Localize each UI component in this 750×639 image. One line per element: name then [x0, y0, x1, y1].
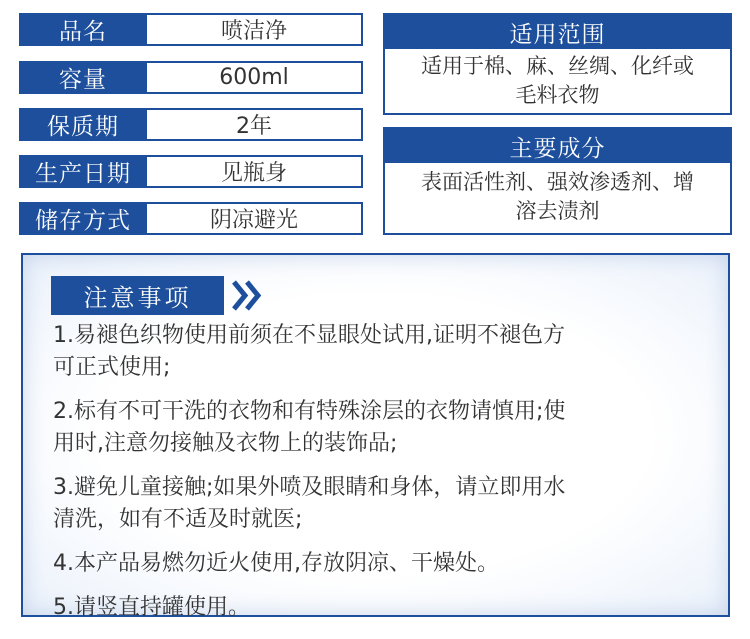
- notice-item: [53, 396, 709, 460]
- notice-line: 5.请竖直持罐使用。: [53, 595, 250, 620]
- spec-row-name: [19, 13, 363, 46]
- usage-scope-box: [383, 13, 732, 115]
- notice-panel: [21, 253, 730, 620]
- notice-title: 注意事项: [51, 276, 224, 315]
- ingredients-heading: 主要成分: [385, 129, 730, 163]
- notice-line: 2.标有不可干洗的衣物和有特殊涂层的衣物请慎用;使: [53, 399, 566, 424]
- spec-row-production-date: [19, 155, 363, 188]
- spec-key: 品名: [19, 13, 147, 46]
- ingredients-line: 溶去渍剂: [515, 199, 600, 223]
- notice-line: 1.易褪色织物使用前须在不显眼处试用,证明不褪色方: [53, 323, 565, 348]
- notice-item: [53, 472, 709, 536]
- spec-value: 2年: [147, 108, 363, 141]
- spec-key: 生产日期: [19, 155, 147, 188]
- notice-line: 用时,注意勿接触及衣物上的装饰品;: [53, 431, 398, 456]
- usage-scope-line: 适用于棉、麻、丝绸、化纤或: [421, 54, 694, 78]
- usage-scope-heading: 适用范围: [385, 15, 730, 49]
- spec-value: 见瓶身: [147, 155, 363, 188]
- usage-scope-line: 毛料衣物: [515, 83, 600, 107]
- spec-key: 储存方式: [19, 202, 147, 235]
- usage-scope-text: [385, 49, 730, 110]
- notice-item: [53, 592, 709, 624]
- spec-value: 阴凉避光: [147, 202, 363, 235]
- spec-value: 600ml: [147, 61, 363, 94]
- spec-row-shelf-life: [19, 108, 363, 141]
- ingredients-line: 表面活性剂、强效渗透剂、增: [421, 170, 694, 194]
- notice-line: 4.本产品易燃勿近火使用,存放阴凉、干燥处。: [53, 551, 499, 576]
- notice-line: 清洗，如有不适及时就医;: [53, 507, 303, 532]
- notice-line: 可正式使用;: [53, 355, 171, 380]
- spec-value: 喷洁净: [147, 13, 363, 46]
- spec-key: 容量: [19, 61, 147, 94]
- spec-row-capacity: [19, 61, 363, 94]
- notice-line: 3.避免儿童接触;如果外喷及眼睛和身体，请立即用水: [53, 475, 566, 500]
- spec-key: 保质期: [19, 108, 147, 141]
- double-chevron-right-icon: [230, 276, 264, 315]
- ingredients-box: [383, 127, 732, 235]
- notice-item: [53, 548, 709, 580]
- notice-list: [53, 320, 709, 636]
- ingredients-text: [385, 163, 730, 226]
- spec-row-storage: [19, 202, 363, 235]
- notice-item: [53, 320, 709, 384]
